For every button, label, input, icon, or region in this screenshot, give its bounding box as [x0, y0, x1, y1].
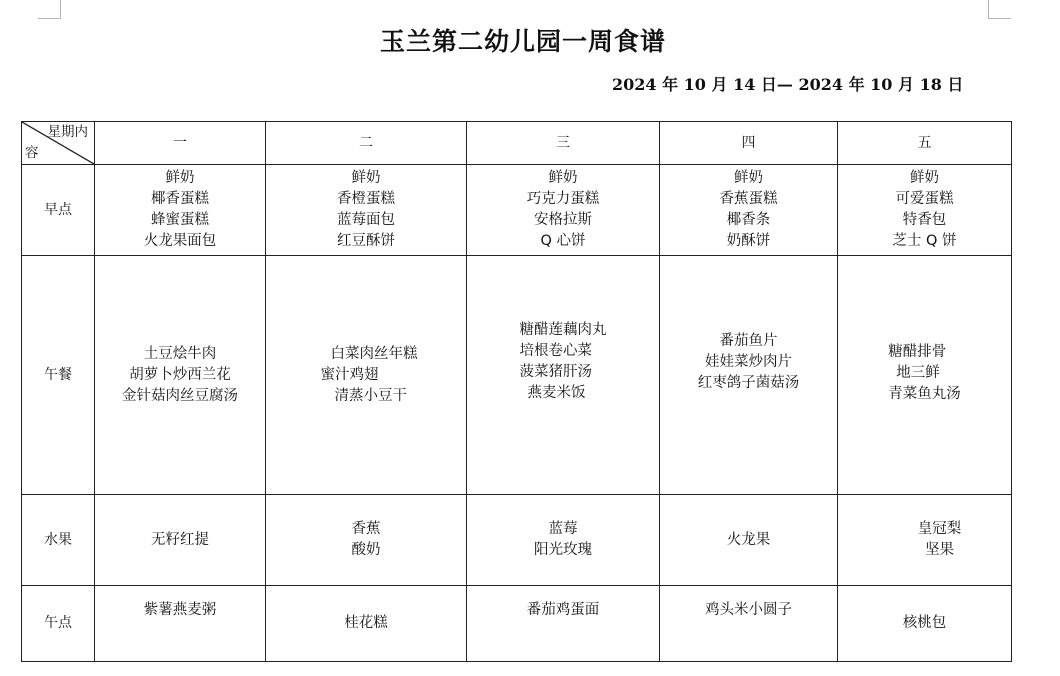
- lunch-day-5: [838, 256, 1012, 495]
- fruit-day-5: [838, 495, 1012, 586]
- breakfast-day-1: [95, 165, 266, 256]
- row-breakfast: [22, 165, 1012, 256]
- menu-item: 地三鲜: [896, 365, 940, 381]
- breakfast-day-5: [838, 165, 1012, 256]
- page-title: 玉兰第二幼儿园一周食谱: [379, 27, 666, 56]
- menu-item: 糖醋排骨: [888, 344, 947, 360]
- menu-item: 无籽红提: [151, 531, 209, 548]
- snack-day-1: [95, 586, 266, 662]
- menu-item: 蓝莓面包: [337, 212, 395, 228]
- menu-item: 椰香蛋糕: [151, 191, 209, 207]
- menu-item: 菠菜猪肝汤: [519, 364, 592, 380]
- menu-item: 香蕉蛋糕: [719, 191, 778, 207]
- menu-item: 土豆烩牛肉: [143, 345, 217, 362]
- menu-item: 白菜肉丝年糕: [330, 345, 418, 362]
- menu-item: 红豆酥饼: [337, 233, 395, 249]
- day-header-4: 四: [660, 122, 838, 165]
- menu-item: 胡萝卜炒西兰花: [129, 366, 231, 383]
- menu-item: 紫薯燕麦粥: [143, 602, 217, 618]
- header-row: [22, 122, 1012, 165]
- fruit-day-2: [266, 495, 467, 586]
- menu-item: 鲜奶: [351, 170, 381, 186]
- row-lunch: [22, 256, 1012, 495]
- row-label-fruit: 水果: [22, 495, 95, 586]
- menu-item: 清蒸小豆干: [334, 387, 407, 404]
- lunch-day-4: [660, 256, 838, 495]
- menu-item: 桂花糕: [344, 615, 388, 631]
- menu-item: Q 心饼: [540, 233, 586, 249]
- snack-day-4: [660, 586, 838, 662]
- fruit-day-1: [95, 495, 266, 586]
- row-label-afternoon-snack: 午点: [22, 586, 95, 662]
- corner-header-bottom: 容: [25, 145, 39, 161]
- snack-day-2: [266, 586, 467, 662]
- menu-item: 火龙果: [726, 531, 771, 548]
- menu-item: 阳光玫瑰: [534, 542, 592, 558]
- row-fruit: [22, 495, 1012, 586]
- corner-header-cell: [22, 122, 95, 165]
- menu-item: 皇冠梨: [917, 521, 962, 537]
- menu-item: 番茄鱼片: [719, 333, 778, 349]
- row-label-breakfast: 早点: [22, 165, 95, 256]
- menu-item: 坚果: [925, 542, 954, 558]
- menu-item: 火龙果面包: [143, 233, 217, 249]
- menu-item: 燕麦米饭: [527, 385, 586, 401]
- menu-item: 鲜奶: [548, 170, 578, 186]
- breakfast-day-2: [266, 165, 467, 256]
- day-header-3: 三: [467, 122, 660, 165]
- day-header-1: 一: [95, 122, 266, 165]
- breakfast-day-3: [467, 165, 660, 256]
- menu-item: 核桃包: [902, 615, 947, 631]
- breakfast-day-4: [660, 165, 838, 256]
- menu-item: 金针菇肉丝豆腐汤: [122, 387, 238, 404]
- row-afternoon-snack: [22, 586, 1012, 662]
- lunch-day-1: [95, 256, 266, 495]
- menu-item: 酸奶: [351, 542, 381, 558]
- menu-item: 香蕉: [351, 521, 381, 537]
- menu-item: 鸡头米小圆子: [705, 602, 792, 618]
- menu-item: 特香包: [902, 212, 947, 228]
- menu-item: 蓝莓: [548, 521, 578, 537]
- page-corner-mark-right: [988, 0, 1011, 19]
- fruit-day-4: [660, 495, 838, 586]
- menu-item: 培根卷心菜: [519, 343, 592, 359]
- menu-item: 鲜奶: [734, 170, 763, 186]
- menu-item: 香橙蛋糕: [337, 191, 395, 207]
- menu-item: 蜜汁鸡翅: [320, 366, 379, 383]
- day-header-5: 五: [838, 122, 1012, 165]
- menu-item: 奶酥饼: [726, 233, 771, 249]
- lunch-day-3: [467, 256, 660, 495]
- menu-item: 安格拉斯: [534, 212, 592, 228]
- menu-item: 椰香条: [726, 212, 771, 228]
- snack-day-5: [838, 586, 1012, 662]
- fruit-day-3: [467, 495, 660, 586]
- menu-item: 糖醋莲藕肉丸: [519, 322, 607, 338]
- menu-table: [21, 121, 1012, 662]
- menu-item: 蜂蜜蛋糕: [151, 212, 209, 228]
- menu-item: 青菜鱼丸汤: [888, 386, 961, 402]
- snack-day-3: [467, 586, 660, 662]
- menu-item: 红枣鸽子菌菇汤: [697, 375, 800, 391]
- menu-item: 鲜奶: [165, 170, 195, 186]
- date-range: 2024 年 10 月 14 日— 2024 年 10 月 18 日: [612, 75, 964, 94]
- menu-item: 可爱蛋糕: [895, 191, 954, 207]
- corner-header-top: 星期内: [47, 124, 88, 140]
- menu-item: 芝士 Q 饼: [892, 233, 957, 249]
- menu-item: 巧克力蛋糕: [526, 191, 600, 207]
- menu-item: 鲜奶: [909, 170, 939, 186]
- page-corner-mark-left: [38, 0, 61, 19]
- menu-item: 娃娃菜炒肉片: [705, 354, 792, 370]
- row-label-lunch: 午餐: [22, 256, 95, 495]
- lunch-day-2: [266, 256, 467, 495]
- day-header-2: 二: [266, 122, 467, 165]
- menu-item: 番茄鸡蛋面: [526, 602, 600, 618]
